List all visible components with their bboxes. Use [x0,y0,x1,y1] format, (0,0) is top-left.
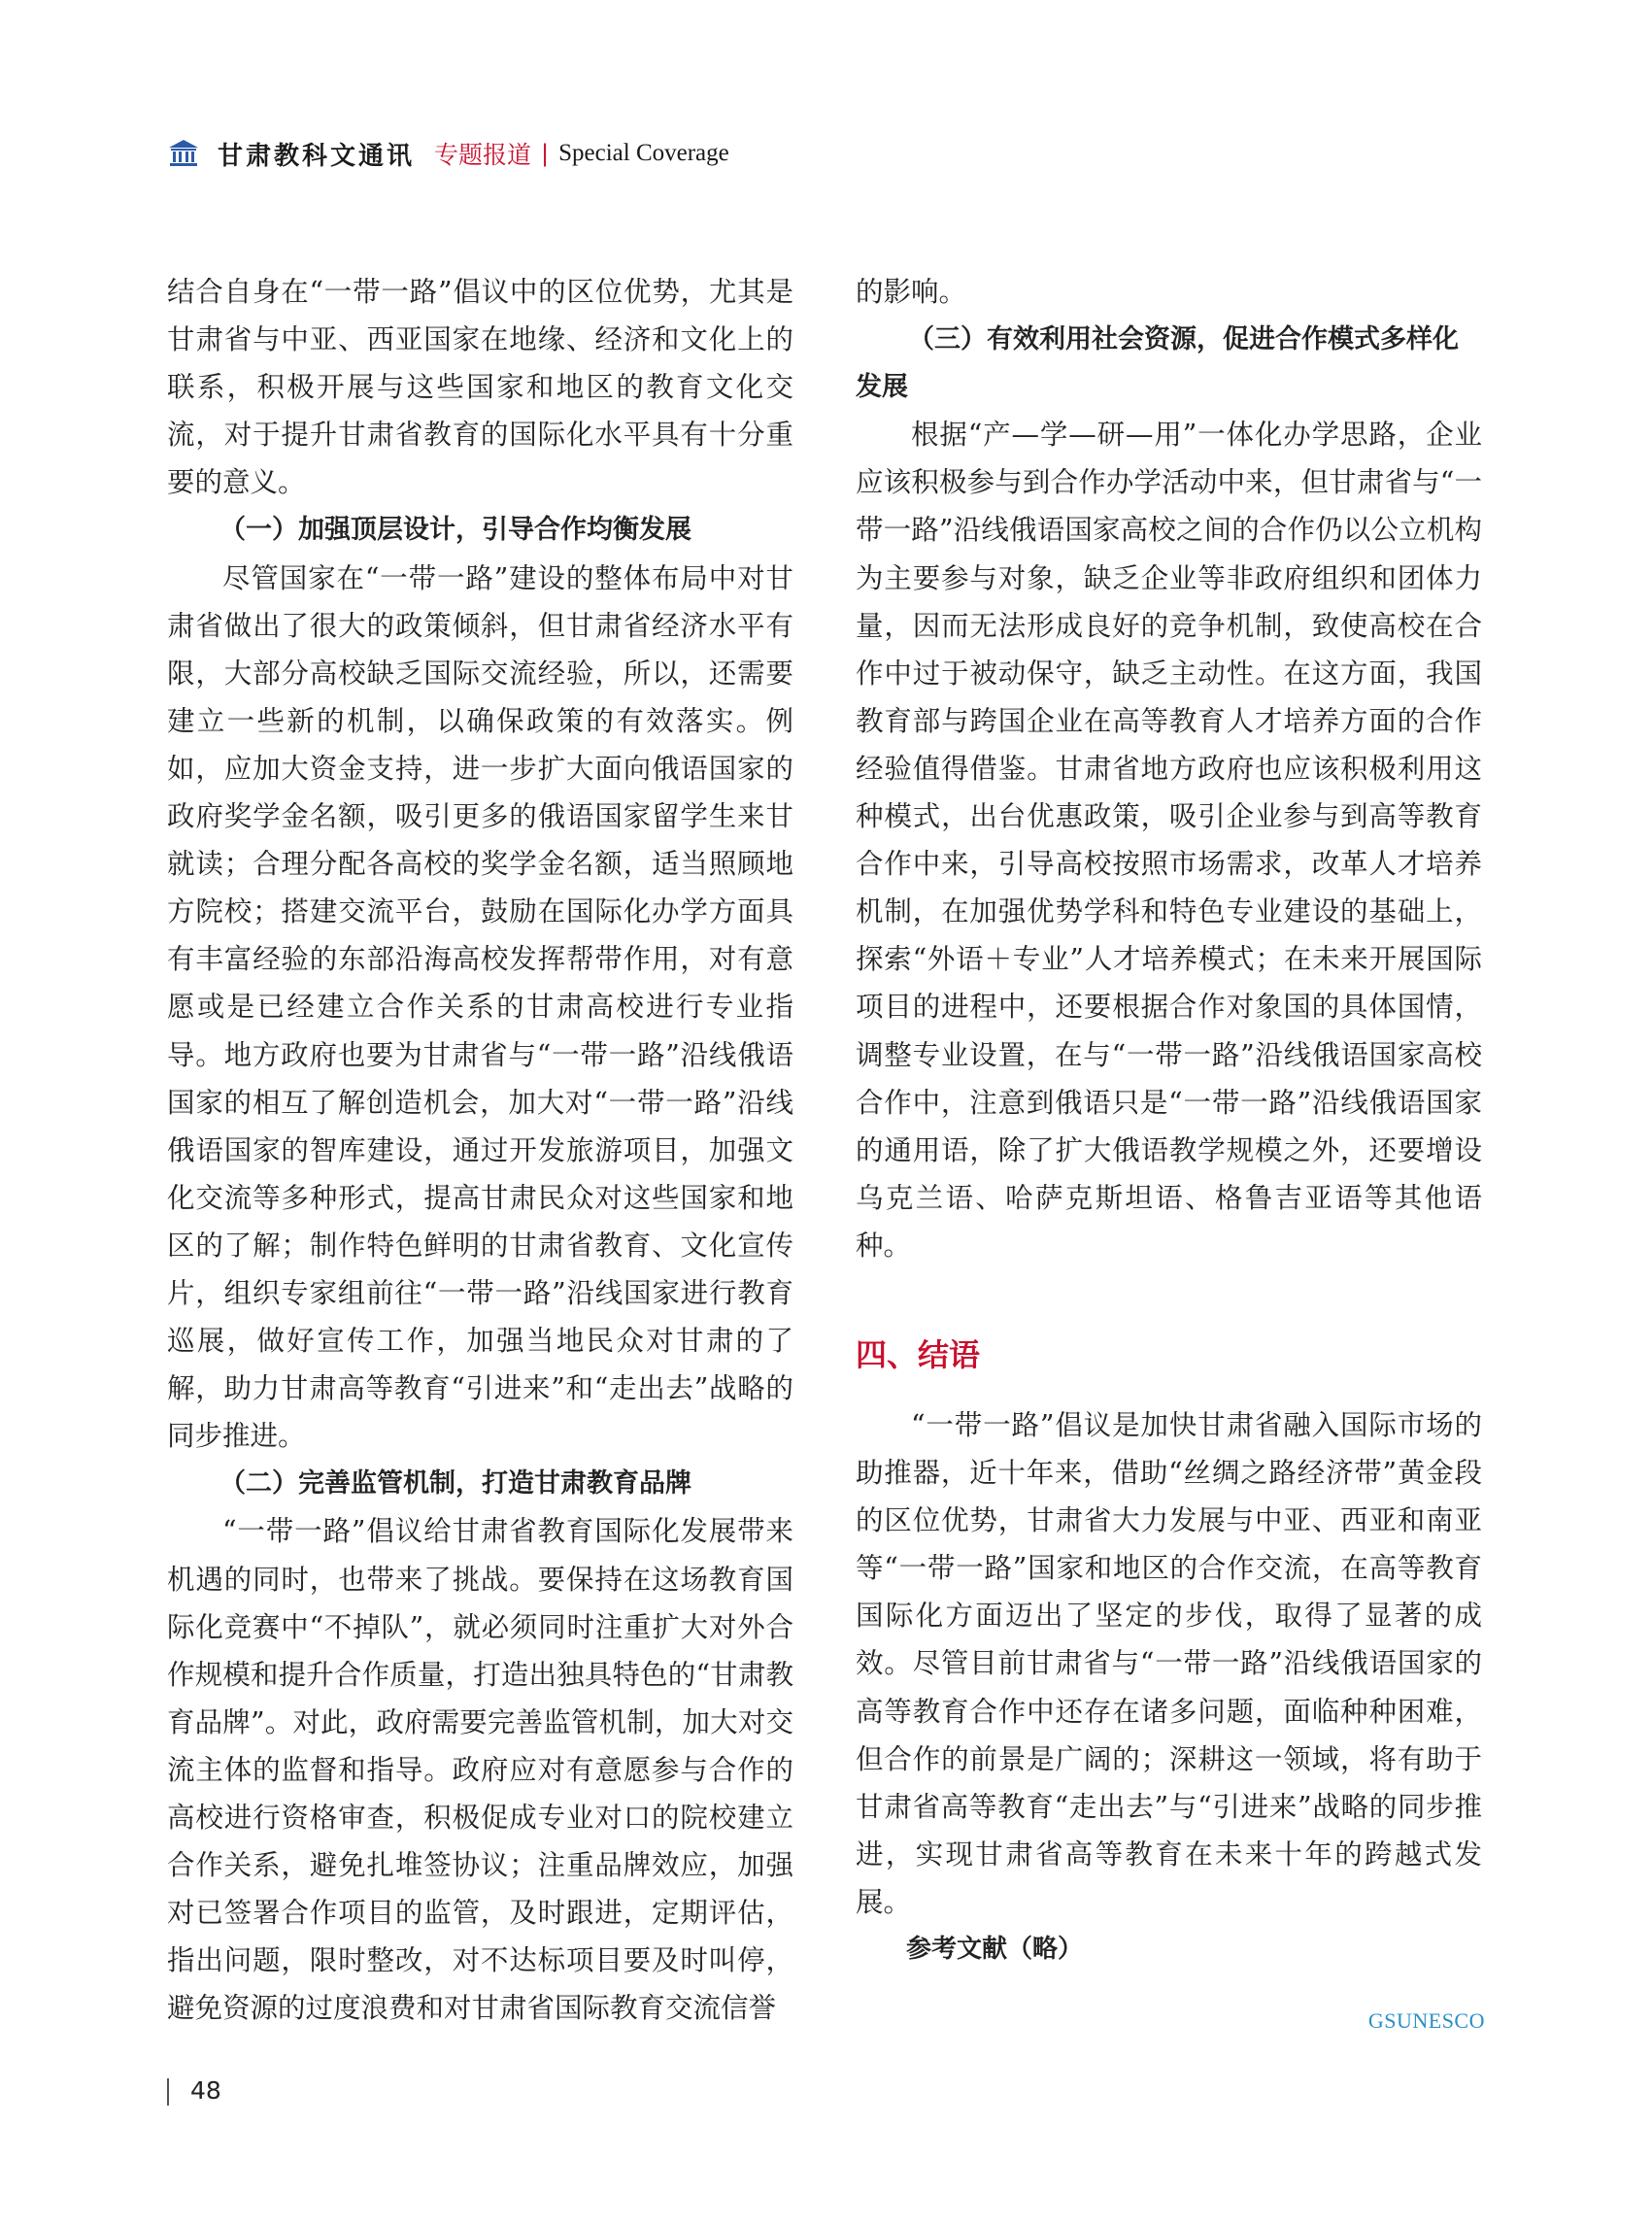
section-heading: 四、结语 [856,1335,981,1373]
paragraph: 根据“产—学—研—用”一体化办学思路，企业应该积极参与到合作办学活动中来，但甘肃省与“一带一路”沿线俄语国家高校之间的合作仍以公立机构为主要参与对象，缺乏企业等非政府组织和团体力量，因而无法形成良好的竞争机制，致使高校在合作中过于被动保守，缺乏主动性。在这方面，我国教育部与跨国企业在高等教育人才培养方面的合作经验值得借鉴。甘肃省地方政府也应该积极利用这种模式，出台优惠政策，吸引企业参与到高等教育合作中来，引导高校按照市场需求，改革人才培养机制，在加强优势学科和特色专业建设的基础上，探索“外语＋专业”人才培养模式；在未来开展国际项目的进程中，还要根据合作对象国的具体国情，调整专业设置，在与“一带一路”沿线俄语国家高校合作中，注意到俄语只是“一带一路”沿线俄语国家的通用语，除了扩大俄语教学规模之外，还要增设乌克兰语、哈萨克斯坦语、格鲁吉亚语等其他语种。 [856,419,1482,1262]
left-column [167,268,793,2032]
magazine-title: 甘肃教科文通讯 [218,141,416,171]
footer-divider [167,2078,169,2106]
subheading: （一）加强顶层设计，引导合作均衡发展 [219,515,691,546]
paragraph: “一带一路”倡议是加快甘肃省融入国际市场的助推器，近十年来，借助“丝绸之路经济带”黄金段的区位优势，甘肃省大力发展与中亚、西亚和南亚等“一带一路”国家和地区的合作交流，在高等教育国际化方面迈出了坚定的步伐，取得了显著的成效。尽管目前甘肃省与“一带一路”沿线俄语国家的高等教育合作中还存在诸多问题，面临种种困难，但合作的前景是广阔的；深耕这一领域，将有助于甘肃省高等教育“走出去”与“引进来”战略的同步推进，实现甘肃省高等教育在未来十年的跨越式发展。 [856,1408,1482,1918]
source-tag: GSUNESCO [1367,2008,1485,2033]
section-name: 专题报道 [434,141,532,169]
paragraph: 尽管国家在“一带一路”建设的整体布局中对甘肃省做出了很大的政策倾斜，但甘肃省经济水平有限，大部分高校缺乏国际交流经验，所以，还需要建立一些新的机制，以确保政策的有效落实。例如，应加大资金支持，进一步扩大面向俄语国家的政府奖学金名额，吸引更多的俄语国家留学生来甘就读；合理分配各高校的奖学金名额，适当照顾地方院校；搭建交流平台，鼓励在国际化办学方面具有丰富经验的东部沿海高校发挥帮带作用，对有意愿或是已经建立合作关系的甘肃高校进行专业指导。地方政府也要为甘肃省与“一带一路”沿线俄语国家的相互了解创造机会，加大对“一带一路”沿线俄语国家的智库建设，通过开发旅游项目，加强文化交流等多种形式，提高甘肃民众对这些国家和地区的了解；制作特色鲜明的甘肃省教育、文化宣传片，组织专家组前往“一带一路”沿线国家进行教育巡展，做好宣传工作，加强当地民众对甘肃的了解，助力甘肃高等教育“引进来”和“走出去”战略的同步推进。 [167,561,793,1453]
subheading: （三）有效利用社会资源，促进合作模式多样化发展 [856,324,1459,403]
paragraph: 的影响。 [856,276,967,308]
header-separator: | [541,140,550,167]
subheading: （二）完善监管机制，打造甘肃教育品牌 [219,1468,691,1500]
page-number: 48 [190,2076,221,2105]
section-name-english: Special Coverage [558,140,729,166]
page-header [167,134,729,173]
paragraph: 结合自身在“一带一路”倡议中的区位优势，尤其是甘肃省与中亚、西亚国家在地缘、经济和文化上的联系，积极开展与这些国家和地区的教育文化交流，对于提升甘肃省教育的国际化水平具有十分重要的意义。 [167,276,793,499]
paragraph: “一带一路”倡议给甘肃省教育国际化发展带来机遇的同时，也带来了挑战。要保持在这场教育国际化竞赛中“不掉队”，就必须同时注重扩大对外合作规模和提升合作质量，打造出独具特色的“甘肃教育品牌”。对此，政府需要完善监管机制，加大对交流主体的监督和指导。政府应对有意愿参与合作的高校进行资格审查，积极促成专业对口的院校建立合作关系，避免扎堆签协议；注重品牌效应，加强对已签署合作项目的监管，及时跟进，定期评估，指出问题，限时整改，对不达标项目要及时叫停，避免资源的过度浪费和对甘肃省国际教育交流信誉 [167,1515,793,2025]
temple-icon [167,137,200,170]
right-column [856,268,1482,1973]
references-note: 参考文献（略） [906,1935,1084,1964]
